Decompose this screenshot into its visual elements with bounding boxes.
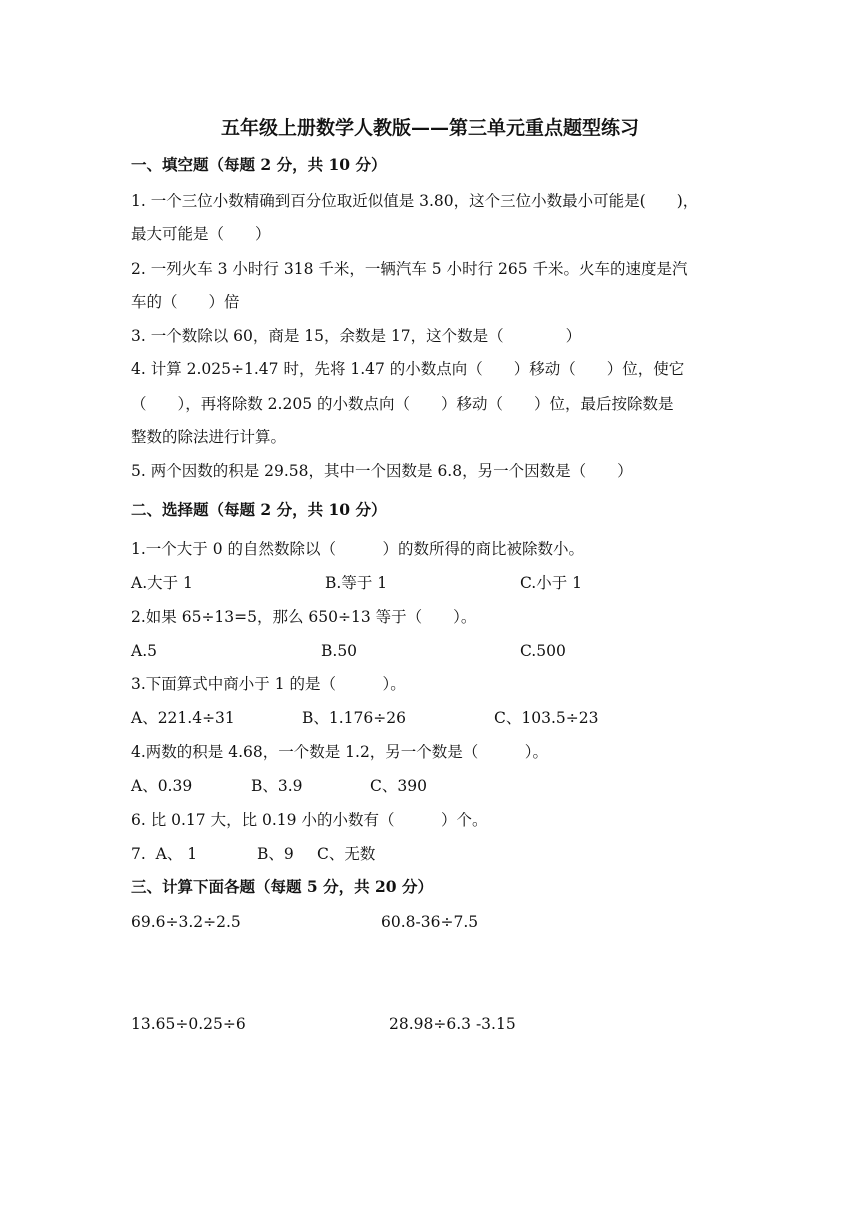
question-3: 3. 一个数除以 60，商是 15，余数是 17，这个数是（ ）	[131, 327, 582, 345]
choice-4-option-c: C、390	[370, 777, 427, 795]
choice-question-2: 2.如果 65÷13=5，那么 650÷13 等于（ ）。	[131, 608, 477, 626]
choice-2-option-c: C.500	[520, 642, 566, 660]
question-4-line-1: 4. 计算 2.025÷1.47 时，先将 1.47 的小数点向（ ）移动（ ）位，使它	[131, 360, 685, 378]
choice-4-option-a: A、0.39	[131, 777, 193, 795]
choice-question-1: 1.一个大于 0 的自然数除以（ ）的数所得的商比被除数小。	[131, 540, 585, 558]
choice-question-3: 3.下面算式中商小于 1 的是（ ）。	[131, 675, 406, 693]
page-title: 五年级上册数学人教版——第三单元重点题型练习	[220, 117, 639, 139]
question-4-line-3: 整数的除法进行计算。	[131, 428, 287, 446]
calc-expression-3: 13.65÷0.25÷6	[131, 1015, 246, 1033]
calc-expression-4: 28.98÷6.3 -3.15	[389, 1015, 516, 1033]
choice-question-4: 4.两数的积是 4.68，一个数是 1.2，另一个数是（ ）。	[131, 743, 549, 761]
section-heading-fill-blank: 一、填空题（每题 2 分，共 10 分）	[131, 155, 387, 174]
question-2-line-1: 2. 一列火车 3 小时行 318 千米，一辆汽车 5 小时行 265 千米。火车的速度是汽	[131, 260, 688, 278]
question-4-line-2: （ ），再将除数 2.205 的小数点向（ ）移动（ ）位，最后按除数是	[131, 395, 674, 413]
question-1-line-2: 最大可能是（ ）	[131, 225, 271, 243]
choice-2-option-b: B.50	[321, 642, 358, 660]
choice-question-6: 6. 比 0.17 大，比 0.19 小的小数有（ ）个。	[131, 811, 488, 829]
question-2-line-2: 车的（ ）倍	[131, 293, 240, 311]
choice-7-option-c: C、无数	[317, 845, 376, 863]
choice-1-option-a: A.大于 1	[131, 574, 193, 592]
question-5: 5. 两个因数的积是 29.58，其中一个因数是 6.8，另一个因数是（ ）	[131, 462, 633, 480]
choice-2-option-a: A.5	[131, 642, 157, 660]
choice-1-option-b: B.等于 1	[325, 574, 388, 592]
choice-4-option-b: B、3.9	[251, 777, 303, 795]
choice-1-option-c: C.小于 1	[520, 574, 583, 592]
question-1-line-1: 1. 一个三位小数精确到百分位取近似值是 3.80，这个三位小数最小可能是( )，	[131, 192, 699, 210]
calc-expression-1: 69.6÷3.2÷2.5	[131, 913, 241, 931]
choice-3-option-b: B、1.176÷26	[302, 709, 406, 727]
choice-7-option-b: B、9	[257, 845, 294, 863]
choice-7-option-a: 7. A、 1	[131, 845, 198, 863]
choice-3-option-c: C、103.5÷23	[494, 709, 599, 727]
choice-3-option-a: A、221.4÷31	[131, 709, 235, 727]
section-heading-calculation: 三、计算下面各题（每题 5 分，共 20 分）	[131, 877, 433, 896]
section-heading-multiple-choice: 二、选择题（每题 2 分，共 10 分）	[131, 500, 387, 519]
calc-expression-2: 60.8-36÷7.5	[381, 913, 479, 931]
